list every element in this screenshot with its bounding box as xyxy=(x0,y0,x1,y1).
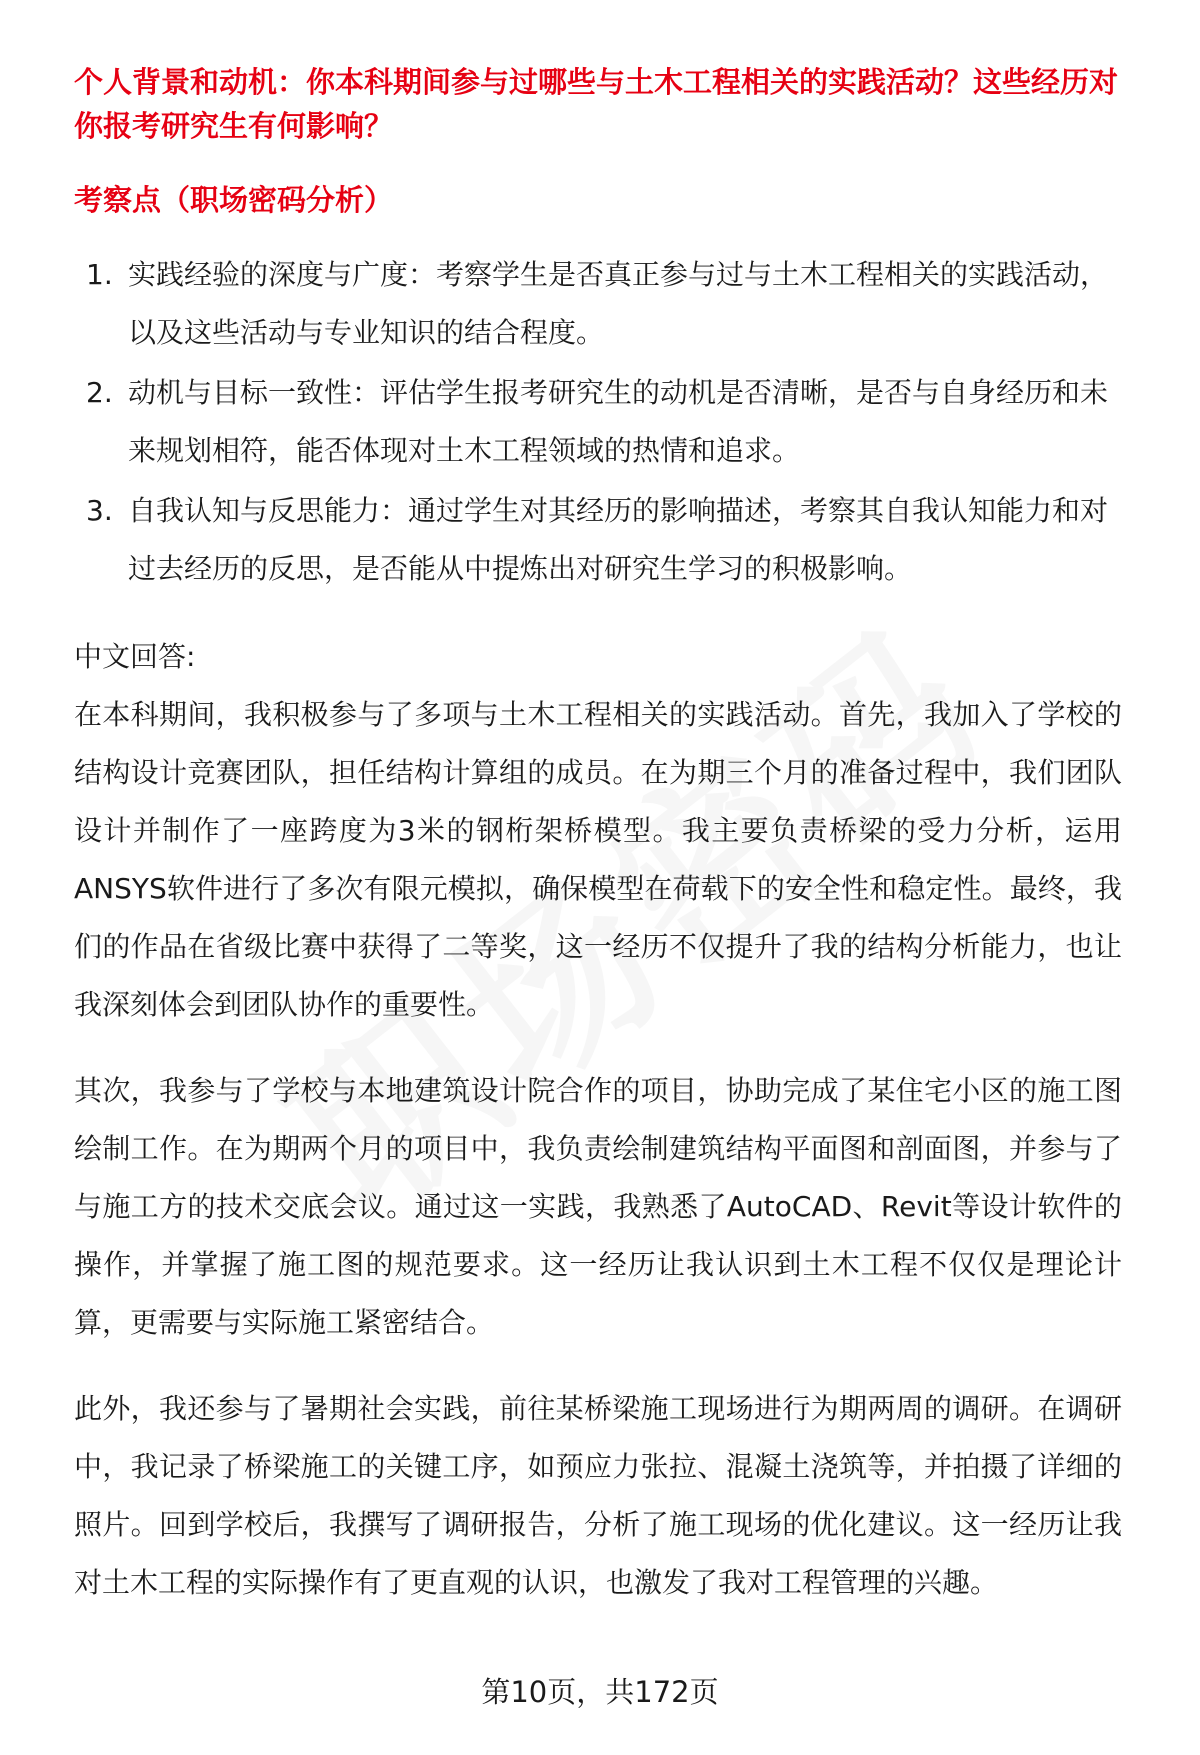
list-item-text: 实践经验的深度与广度：考察学生是否真正参与过与土木工程相关的实践活动，以及这些活动与专业知识的结合程度。 xyxy=(128,258,1109,349)
list-item xyxy=(74,364,1122,480)
answer-paragraph: 在本科期间，我积极参与了多项与土木工程相关的实践活动。首先，我加入了学校的结构设计竞赛团队，担任结构计算组的成员。在为期三个月的准备过程中，我们团队设计并制作了一座跨度为3米的钢桁架桥模型。我主要负责桥梁的受力分析，运用ANSYS软件进行了多次有限元模拟，确保模型在荷载下的安全性和稳定性。最终，我们的作品在省级比赛中获得了二等奖，这一经历不仅提升了我的结构分析能力，也让我深刻体会到团队协作的重要性。 xyxy=(74,698,1122,1021)
answer-paragraph: 其次，我参与了学校与本地建筑设计院合作的项目，协助完成了某住宅小区的施工图绘制工作。在为期两个月的项目中，我负责绘制建筑结构平面图和剖面图，并参与了与施工方的技术交底会议。通过这一实践，我熟悉了AutoCAD、Revit等设计软件的操作，并掌握了施工图的规范要求。这一经历让我认识到土木工程不仅仅是理论计算，更需要与实际施工紧密结合。 xyxy=(74,1074,1122,1339)
list-item-text: 自我认知与反思能力：通过学生对其经历的影响描述，考察其自我认知能力和对过去经历的反思，是否能从中提炼出对研究生学习的积极影响。 xyxy=(128,494,1109,585)
answer-label: 中文回答: xyxy=(74,640,196,673)
assessment-points-list xyxy=(74,246,1122,598)
list-item-text: 动机与目标一致性：评估学生报考研究生的动机是否清晰，是否与自身经历和未来规划相符，能否体现对土木工程领域的热情和追求。 xyxy=(128,376,1109,467)
list-item xyxy=(74,246,1122,362)
list-item-number: 2. xyxy=(86,376,113,409)
list-item-number: 1. xyxy=(86,258,113,291)
section-title: 考察点（职场密码分析） xyxy=(74,183,394,217)
list-item xyxy=(74,482,1122,598)
answer-paragraph: 此外，我还参与了暑期社会实践，前往某桥梁施工现场进行为期两周的调研。在调研中，我记录了桥梁施工的关键工序，如预应力张拉、混凝土浇筑等，并拍摄了详细的照片。回到学校后，我撰写了调研报告，分析了施工现场的优化建议。这一经历让我对土木工程的实际操作有了更直观的认识，也激发了我对工程管理的兴趣。 xyxy=(74,1392,1122,1599)
page-footer: 第10页，共172页 xyxy=(481,1675,719,1709)
question-heading: 个人背景和动机：你本科期间参与过哪些与土木工程相关的实践活动？这些经历对你报考研究生有何影响？ xyxy=(74,65,1119,143)
list-item-number: 3. xyxy=(86,494,113,527)
